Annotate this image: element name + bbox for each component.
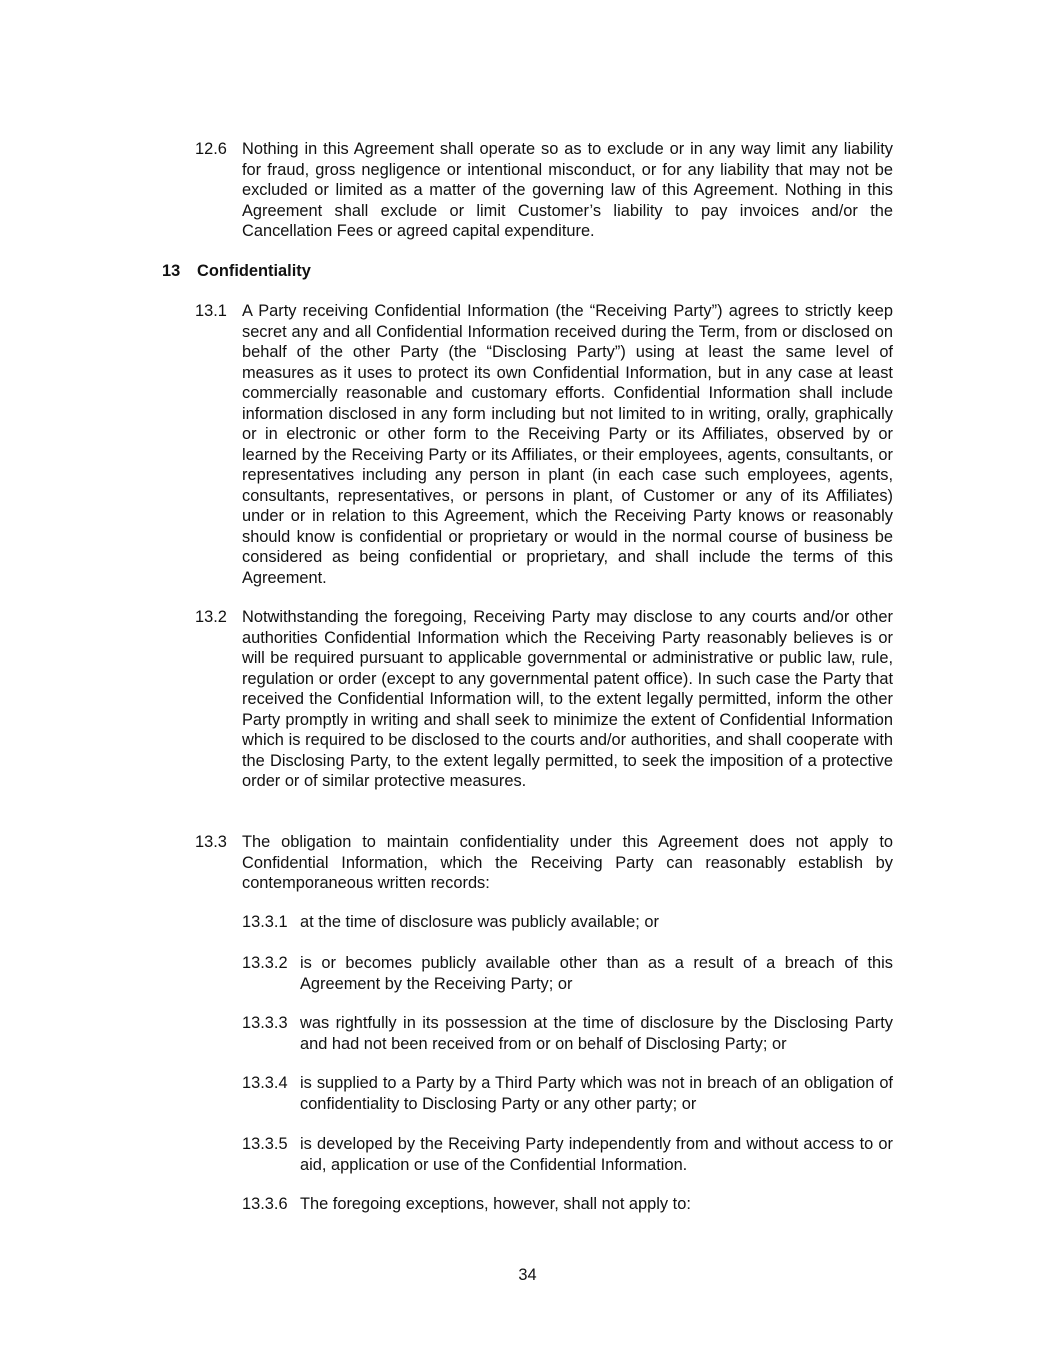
subclause-text: The foregoing exceptions, however, shall not apply to: <box>300 1195 691 1213</box>
clause-number: 13.1 <box>195 302 227 320</box>
clause-text: A Party receiving Confidential Information (the “Receiving Party”) agrees to strictly keep secret any and all Confidential Information received during the Term, from or disclosed on behalf of the other Party (the “Disclosing Party”) using at least the same level of measures as it uses to protect its own Confidential Information, but in any case at least commercially reasonable and customary efforts. Confidential Information shall include information disclosed in any form including but not limited to in writing, orally, graphically or in electronic or other form to the Receiving Party or its Affiliates, observed by or learned by the Receiving Party or its Affiliates, or their employees, agents, consultants, or representatives including any person in plant (in each case such employees, agents, consultants, representatives, or persons in plant, of Customer or any of its Affiliates) under or in relation to this Agreement, which the Receiving Party knows or reasonably should know is confidential or proprietary or would in the normal course of business be considered as being confidential or proprietary, and shall include the terms of this Agreement. <box>242 302 893 587</box>
subclause-number: 13.3.5 <box>242 1135 288 1153</box>
subclause-text: is supplied to a Party by a Third Party which was not in breach of an obligation of confidentiality to Disclosing Party or any other party; or <box>300 1074 893 1113</box>
subclause-number: 13.3.2 <box>242 954 288 972</box>
page-number: 34 <box>518 1266 537 1284</box>
clause-12-6 <box>195 139 893 242</box>
subclause-number: 13.3.4 <box>242 1074 288 1092</box>
clause-number: 13.2 <box>195 608 227 626</box>
clause-text: Notwithstanding the foregoing, Receiving Party may disclose to any courts and/or other authorities Confidential Information which the Receiving Party reasonably believes is or will be required pursuant to applicable governmental or administrative or public law, rule, regulation or order (except to any governmental patent office). In such case the Party that received the Confidential Information will, to the extent legally permitted, inform the other Party promptly in writing and shall seek to minimize the extent of Confidential Information which is required to be disclosed to the courts and/or authorities, and shall cooperate with the Disclosing Party, to the extent legally permitted, to seek the imposition of a protective order or of similar protective measures. <box>242 608 893 790</box>
subclause-text: was rightfully in its possession at the time of disclosure by the Disclosing Party and had not been received from or on behalf of Disclosing Party; or <box>300 1014 893 1053</box>
clause-number: 12.6 <box>195 140 227 158</box>
section-heading <box>162 261 311 282</box>
clause-text: Nothing in this Agreement shall operate so as to exclude or in any way limit any liability for fraud, gross negligence or intentional misconduct, or for any liability that may not be excluded or limited as a matter of the governing law of this Agreement. Nothing in this Agreement shall exclude or limit Customer’s liability to pay invoices and/or the Cancellation Fees or agreed capital expenditure. <box>242 140 893 240</box>
subclause-text: is developed by the Receiving Party independently from and without access to or aid, application or use of the Confidential Information. <box>300 1135 893 1174</box>
subclause-text: at the time of disclosure was publicly available; or <box>300 913 659 931</box>
subclause-13-3-2 <box>242 953 893 994</box>
subclause-13-3-4 <box>242 1073 893 1114</box>
subclause-number: 13.3.3 <box>242 1014 288 1032</box>
subclause-13-3-6 <box>242 1194 893 1215</box>
subclause-13-3-3 <box>242 1013 893 1054</box>
clause-number: 13.3 <box>195 833 227 851</box>
clause-13-2 <box>195 607 893 792</box>
section-title: Confidentiality <box>197 262 311 280</box>
clause-13-1 <box>195 301 893 588</box>
clause-13-3 <box>195 832 893 894</box>
subclause-number: 13.3.6 <box>242 1195 288 1213</box>
subclause-13-3-5 <box>242 1134 893 1175</box>
subclause-text: is or becomes publicly available other than as a result of a breach of this Agreement by the Receiving Party; or <box>300 954 893 993</box>
clause-text: The obligation to maintain confidentiality under this Agreement does not apply to Confidential Information, which the Receiving Party can reasonably establish by contemporaneous written records: <box>242 833 893 892</box>
section-number: 13 <box>162 262 181 280</box>
subclause-13-3-1 <box>242 912 893 933</box>
subclause-number: 13.3.1 <box>242 913 288 931</box>
